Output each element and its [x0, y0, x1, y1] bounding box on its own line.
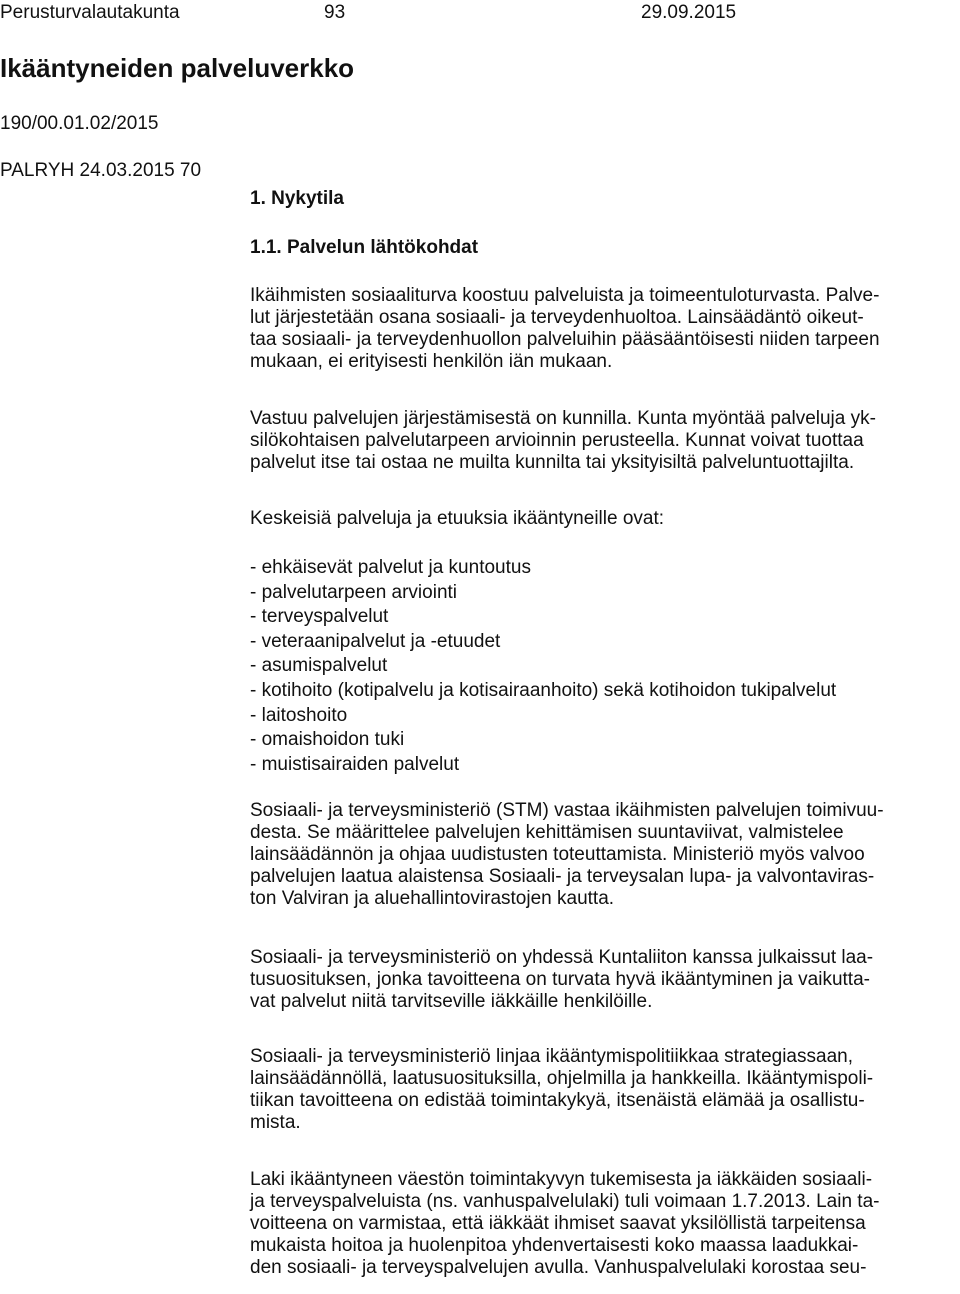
paragraph-3 [250, 508, 960, 530]
page-title: Ikääntyneiden palveluverkko [0, 53, 355, 83]
paragraph-line: Sosiaali- ja terveysministeriö (STM) vastaa ikäihmisten palvelujen toimivuu- [250, 800, 884, 821]
paragraph-line: Sosiaali- ja terveysministeriö on yhdessä Kuntaliiton kanssa julkaissut laa- [250, 947, 874, 968]
paragraph-line: mukaista hoitoa ja huolenpitoa yhdenvertaisesti koko maassa laadukkai- [250, 1235, 859, 1256]
paragraph-line: lut järjestetään osana sosiaali- ja terveydenhuoltoa. Lainsäädäntö oikeut- [250, 307, 864, 328]
meeting-date: 29.09.2015 [641, 2, 737, 23]
paragraph-line: palvelut itse tai ostaa ne muilta kunnilta tai yksityisiltä palveluntuottajilta. [250, 452, 855, 473]
list-item: - muistisairaiden palvelut [250, 753, 460, 775]
record-number: 190/00.01.02/2015 [0, 113, 159, 134]
paragraph-line: tusuosituksen, jonka tavoitteena on turvata hyvä ikääntyminen ja vaikutta- [250, 969, 870, 990]
list-item: - ehkäisevät palvelut ja kuntoutus [250, 557, 531, 578]
paragraph-line: Laki ikääntyneen väestön toimintakyvyn tukemisesta ja iäkkäiden sosiaali- [250, 1169, 873, 1190]
paragraph-line: tiikan tavoitteena on edistää toimintakykyä, itsenäistä elämää ja osallistu- [250, 1090, 865, 1111]
list-item: - palvelutarpeen arviointi [250, 581, 458, 603]
paragraph-line: lainsäädännön ja ohjaa uudistusten toteuttamista. Ministeriö myös valvoo [250, 844, 865, 865]
paragraph-1 [250, 285, 960, 373]
paragraph-line: lainsäädännöllä, laatusuosituksilla, ohjelmilla ja hankkeilla. Ikääntymispoli- [250, 1068, 874, 1089]
paragraph-line: Ikäihmisten sosiaaliturva koostuu palveluista ja toimeentuloturvasta. Palve- [250, 285, 880, 306]
list-item: - terveyspalvelut [250, 606, 389, 628]
paragraph-line: vat palvelut niitä tarvitseville iäkkäille henkilöille. [250, 991, 653, 1012]
services-list [250, 556, 960, 777]
paragraph-6 [250, 1046, 960, 1134]
paragraph-line: Vastuu palvelujen järjestämisestä on kunnilla. Kunta myöntää palveluja yk- [250, 408, 876, 429]
paragraph-line: Sosiaali- ja terveysministeriö linjaa ikääntymispolitiikkaa strategiassaan, [250, 1046, 853, 1067]
paragraph-line: den sosiaali- ja terveyspalvelujen avulla. Vanhuspalvelulaki korostaa seu- [250, 1257, 867, 1278]
heading-nykytila: 1. Nykytila [250, 188, 344, 209]
list-item: - kotihoito (kotipalvelu ja kotisairaanhoito) sekä kotihoidon tukipalvelut [250, 679, 837, 701]
paragraph-line: voitteena on varmistaa, että iäkkäät ihmiset saavat yksilöllistä tarpeitensa [250, 1213, 866, 1234]
paragraph-line: ja terveyspalveluista (ns. vanhuspalvelulaki) tuli voimaan 1.7.2013. Lain ta- [250, 1191, 880, 1212]
paragraph-4 [250, 800, 960, 910]
list-item: - laitoshoito [250, 704, 348, 726]
paragraph-line: mista. [250, 1112, 301, 1133]
paragraph-line: mukaan, ei erityisesti henkilön iän mukaan. [250, 351, 613, 372]
paragraph-line: palvelujen laatua alaistensa Sosiaali- ja terveysalan lupa- ja valvontaviras- [250, 866, 875, 887]
paragraph-line: ton Valviran ja aluehallintovirastojen kautta. [250, 888, 615, 909]
list-item: - omaishoidon tuki [250, 729, 405, 751]
committee-name: Perusturvalautakunta [0, 2, 180, 23]
previous-handling: PALRYH 24.03.2015 70 [0, 160, 202, 181]
heading-palvelun-lahtokohdat: 1.1. Palvelun lähtökohdat [250, 237, 479, 258]
paragraph-5 [250, 947, 960, 1013]
paragraph-line: desta. Se määrittelee palvelujen kehittämisen suuntaviivat, valmistelee [250, 822, 844, 843]
list-item: - asumispalvelut [250, 655, 388, 677]
paragraph-7 [250, 1169, 960, 1279]
list-item: - veteraanipalvelut ja -etuudet [250, 630, 501, 652]
paragraph-line: Keskeisiä palveluja ja etuuksia ikääntyneille ovat: [250, 508, 665, 529]
paragraph-2 [250, 408, 960, 474]
section-number: 93 [324, 2, 346, 23]
paragraph-line: taa sosiaali- ja terveydenhuollon palveluihin pääsääntöisesti niiden tarpeen [250, 329, 880, 350]
paragraph-line: silökohtaisen palvelutarpeen arvioinnin perusteella. Kunnat voivat tuottaa [250, 430, 864, 451]
